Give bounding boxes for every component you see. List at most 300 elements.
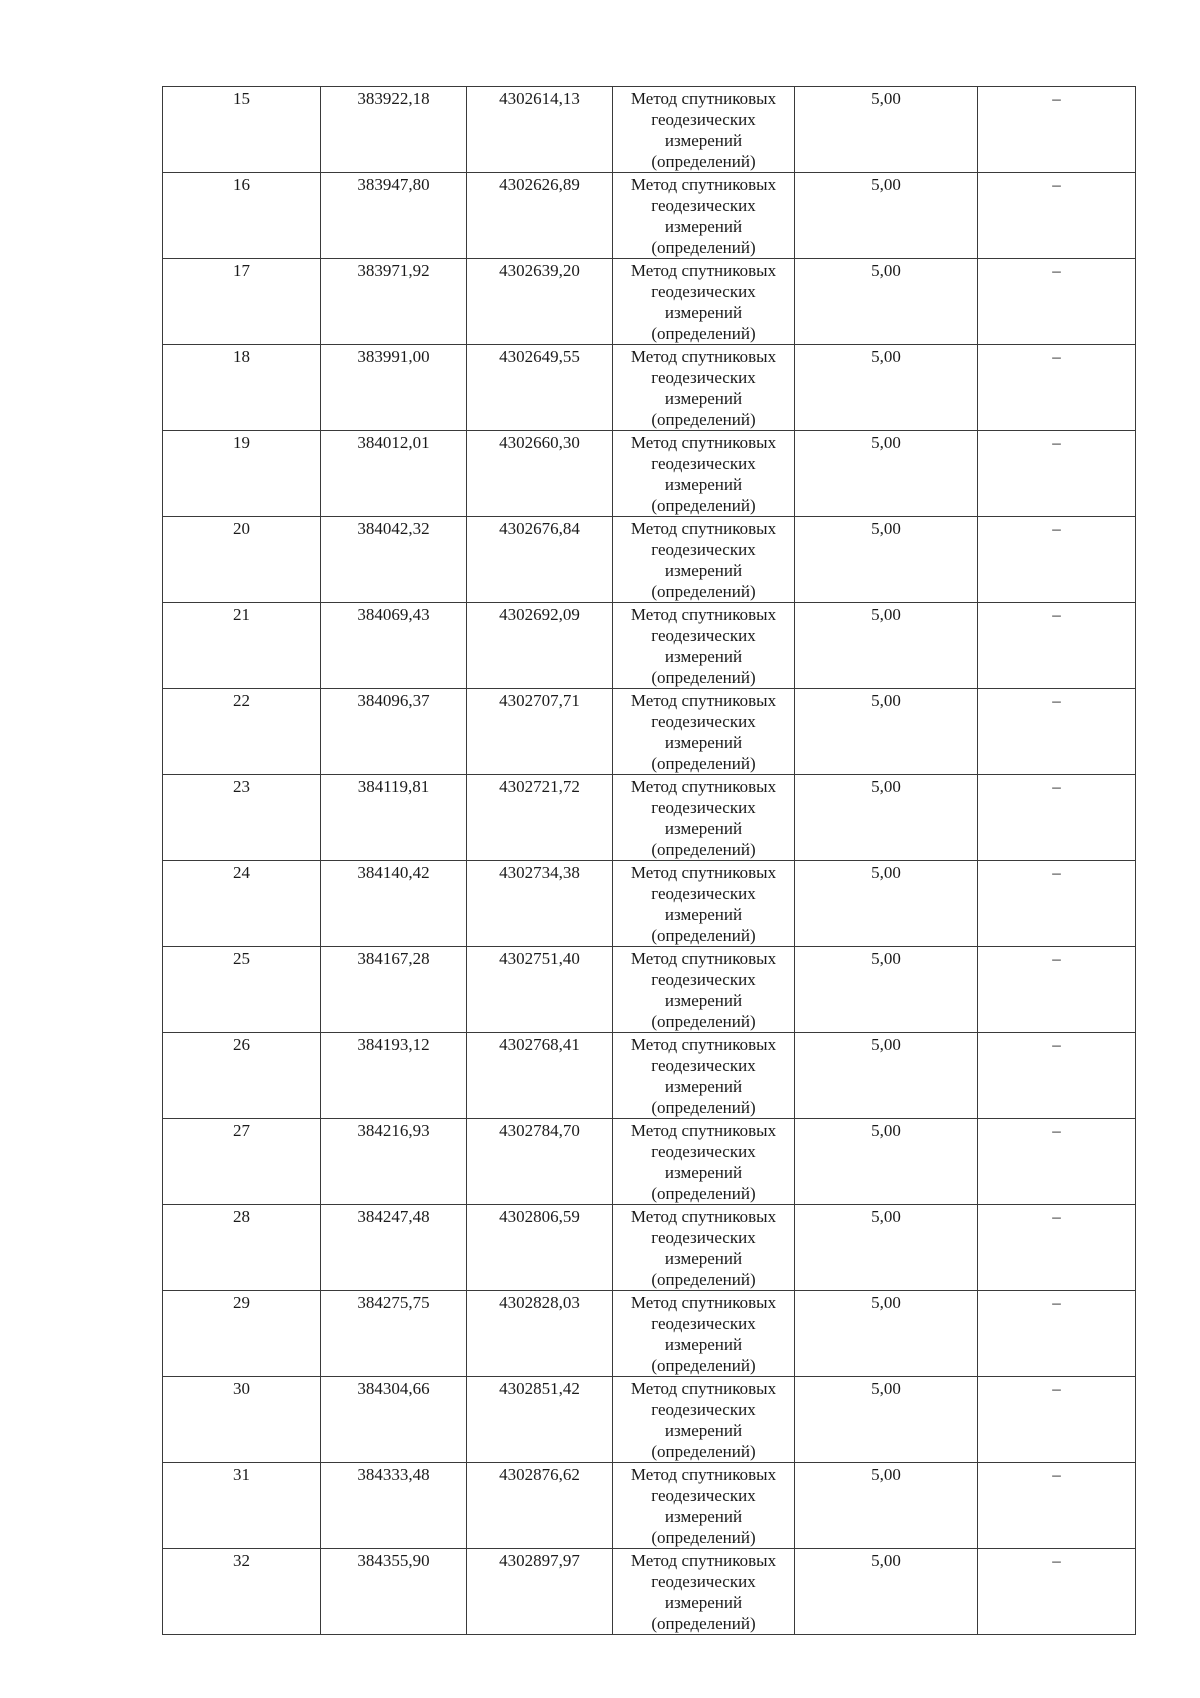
accuracy-cell-text: 5,00 xyxy=(871,347,901,366)
point-number-cell xyxy=(163,1291,321,1377)
method-text-line: геодезических xyxy=(651,1400,756,1419)
method-text-line: Метод спутниковых xyxy=(630,1207,777,1226)
y-coordinate-cell xyxy=(467,947,613,1033)
method-text xyxy=(613,517,794,602)
method-text-line: измерений xyxy=(664,561,743,580)
accuracy-cell xyxy=(795,775,978,861)
accuracy-cell-text: 5,00 xyxy=(871,1035,901,1054)
y-coordinate-cell xyxy=(467,173,613,259)
accuracy-cell xyxy=(795,603,978,689)
method-text-line: измерений xyxy=(664,1163,743,1182)
y-coordinate-cell xyxy=(467,861,613,947)
method-text-line: (определений) xyxy=(651,152,756,171)
x-coordinate-cell-text: 384216,93 xyxy=(357,1121,430,1140)
method-text-line: Метод спутниковых xyxy=(630,1293,777,1312)
y-coordinate-cell-text: 4302784,70 xyxy=(499,1121,580,1140)
y-coordinate-cell-text: 4302626,89 xyxy=(499,175,580,194)
method-text-line: Метод спутниковых xyxy=(630,691,777,710)
point-number-cell-text: 29 xyxy=(233,1293,250,1312)
y-coordinate-cell-text: 4302734,38 xyxy=(499,863,580,882)
accuracy-cell-text: 5,00 xyxy=(871,1379,901,1398)
x-coordinate-cell-text: 383991,00 xyxy=(357,347,430,366)
y-coordinate-cell xyxy=(467,689,613,775)
method-text-line: Метод спутниковых xyxy=(630,863,777,882)
method-text xyxy=(613,1377,794,1462)
method-text-line: измерений xyxy=(664,647,743,666)
method-text xyxy=(613,259,794,344)
accuracy-cell xyxy=(795,1463,978,1549)
x-coordinate-cell xyxy=(321,603,467,689)
method-text-line: геодезических xyxy=(651,798,756,817)
note-cell xyxy=(978,1463,1136,1549)
method-text-line: геодезических xyxy=(651,454,756,473)
point-number-cell-text: 27 xyxy=(233,1121,250,1140)
accuracy-cell-text: 5,00 xyxy=(871,433,901,452)
point-number-cell-text: 22 xyxy=(233,691,250,710)
y-coordinate-cell xyxy=(467,517,613,603)
note-cell xyxy=(978,259,1136,345)
x-coordinate-cell-text: 384096,37 xyxy=(357,691,430,710)
note-cell-text: – xyxy=(1052,1035,1061,1054)
method-cell xyxy=(613,947,795,1033)
point-number-cell-text: 32 xyxy=(233,1551,250,1570)
method-text-line: Метод спутниковых xyxy=(630,261,777,280)
x-coordinate-cell xyxy=(321,1205,467,1291)
accuracy-cell-text: 5,00 xyxy=(871,89,901,108)
y-coordinate-cell xyxy=(467,87,613,173)
point-number-cell xyxy=(163,689,321,775)
method-text xyxy=(613,173,794,258)
note-cell xyxy=(978,775,1136,861)
note-cell xyxy=(978,517,1136,603)
x-coordinate-cell xyxy=(321,1377,467,1463)
method-text xyxy=(613,1033,794,1118)
note-cell-text: – xyxy=(1052,1551,1061,1570)
note-cell xyxy=(978,173,1136,259)
point-number-cell xyxy=(163,1549,321,1635)
table-row xyxy=(163,1291,1136,1377)
method-text xyxy=(613,431,794,516)
y-coordinate-cell xyxy=(467,345,613,431)
accuracy-cell-text: 5,00 xyxy=(871,949,901,968)
table-row xyxy=(163,775,1136,861)
x-coordinate-cell xyxy=(321,861,467,947)
method-text-line: (определений) xyxy=(651,410,756,429)
note-cell xyxy=(978,87,1136,173)
method-text xyxy=(613,345,794,430)
method-cell xyxy=(613,345,795,431)
accuracy-cell-text: 5,00 xyxy=(871,605,901,624)
point-number-cell-text: 19 xyxy=(233,433,250,452)
accuracy-cell-text: 5,00 xyxy=(871,863,901,882)
note-cell-text: – xyxy=(1052,347,1061,366)
x-coordinate-cell xyxy=(321,345,467,431)
y-coordinate-cell-text: 4302676,84 xyxy=(499,519,580,538)
method-text-line: Метод спутниковых xyxy=(630,1551,777,1570)
y-coordinate-cell-text: 4302721,72 xyxy=(499,777,580,796)
x-coordinate-cell xyxy=(321,1463,467,1549)
table-row xyxy=(163,1119,1136,1205)
method-text-line: измерений xyxy=(664,1335,743,1354)
x-coordinate-cell xyxy=(321,947,467,1033)
method-cell xyxy=(613,259,795,345)
y-coordinate-cell xyxy=(467,1463,613,1549)
accuracy-cell-text: 5,00 xyxy=(871,519,901,538)
method-text-line: измерений xyxy=(664,389,743,408)
point-number-cell xyxy=(163,603,321,689)
note-cell xyxy=(978,1205,1136,1291)
x-coordinate-cell-text: 383922,18 xyxy=(357,89,430,108)
x-coordinate-cell xyxy=(321,1119,467,1205)
method-text-line: измерений xyxy=(664,1421,743,1440)
method-text xyxy=(613,87,794,172)
method-cell xyxy=(613,689,795,775)
method-text-line: Метод спутниковых xyxy=(630,605,777,624)
y-coordinate-cell-text: 4302692,09 xyxy=(499,605,580,624)
note-cell-text: – xyxy=(1052,89,1061,108)
method-cell xyxy=(613,431,795,517)
point-number-cell xyxy=(163,259,321,345)
accuracy-cell xyxy=(795,1205,978,1291)
method-text-line: измерений xyxy=(664,303,743,322)
point-number-cell xyxy=(163,1205,321,1291)
point-number-cell xyxy=(163,1463,321,1549)
point-number-cell xyxy=(163,517,321,603)
note-cell xyxy=(978,861,1136,947)
method-text-line: (определений) xyxy=(651,1012,756,1031)
note-cell-text: – xyxy=(1052,1293,1061,1312)
table-row xyxy=(163,517,1136,603)
table-row xyxy=(163,345,1136,431)
y-coordinate-cell xyxy=(467,1205,613,1291)
point-number-cell-text: 26 xyxy=(233,1035,250,1054)
table-row xyxy=(163,87,1136,173)
accuracy-cell xyxy=(795,1033,978,1119)
point-number-cell-text: 21 xyxy=(233,605,250,624)
y-coordinate-cell-text: 4302649,55 xyxy=(499,347,580,366)
accuracy-cell-text: 5,00 xyxy=(871,175,901,194)
x-coordinate-cell-text: 383947,80 xyxy=(357,175,430,194)
x-coordinate-cell-text: 384247,48 xyxy=(357,1207,430,1226)
note-cell xyxy=(978,1549,1136,1635)
note-cell-text: – xyxy=(1052,863,1061,882)
method-text-line: (определений) xyxy=(651,840,756,859)
note-cell-text: – xyxy=(1052,175,1061,194)
accuracy-cell xyxy=(795,947,978,1033)
accuracy-cell xyxy=(795,431,978,517)
method-cell xyxy=(613,775,795,861)
x-coordinate-cell-text: 384304,66 xyxy=(357,1379,430,1398)
accuracy-cell-text: 5,00 xyxy=(871,777,901,796)
method-text-line: Метод спутниковых xyxy=(630,347,777,366)
x-coordinate-cell-text: 384193,12 xyxy=(357,1035,430,1054)
accuracy-cell xyxy=(795,1549,978,1635)
x-coordinate-cell-text: 384140,42 xyxy=(357,863,430,882)
point-number-cell xyxy=(163,861,321,947)
accuracy-cell-text: 5,00 xyxy=(871,261,901,280)
method-text-line: (определений) xyxy=(651,926,756,945)
x-coordinate-cell-text: 384069,43 xyxy=(357,605,430,624)
point-number-cell xyxy=(163,173,321,259)
method-text-line: измерений xyxy=(664,131,743,150)
method-text-line: геодезических xyxy=(651,970,756,989)
x-coordinate-cell-text: 384167,28 xyxy=(357,949,430,968)
method-cell xyxy=(613,1033,795,1119)
table-row xyxy=(163,1205,1136,1291)
method-text-line: (определений) xyxy=(651,324,756,343)
method-text-line: (определений) xyxy=(651,582,756,601)
point-number-cell xyxy=(163,87,321,173)
x-coordinate-cell-text: 384355,90 xyxy=(357,1551,430,1570)
y-coordinate-cell-text: 4302851,42 xyxy=(499,1379,580,1398)
method-text-line: измерений xyxy=(664,475,743,494)
y-coordinate-cell xyxy=(467,259,613,345)
note-cell xyxy=(978,345,1136,431)
point-number-cell-text: 16 xyxy=(233,175,250,194)
accuracy-cell xyxy=(795,1377,978,1463)
method-cell xyxy=(613,861,795,947)
method-text-line: измерений xyxy=(664,1077,743,1096)
point-number-cell xyxy=(163,345,321,431)
point-number-cell xyxy=(163,947,321,1033)
y-coordinate-cell-text: 4302751,40 xyxy=(499,949,580,968)
x-coordinate-cell xyxy=(321,1291,467,1377)
y-coordinate-cell-text: 4302806,59 xyxy=(499,1207,580,1226)
method-text-line: измерений xyxy=(664,1249,743,1268)
note-cell-text: – xyxy=(1052,691,1061,710)
note-cell xyxy=(978,947,1136,1033)
method-text-line: Метод спутниковых xyxy=(630,175,777,194)
method-text xyxy=(613,1205,794,1290)
method-text-line: (определений) xyxy=(651,1184,756,1203)
method-text-line: геодезических xyxy=(651,540,756,559)
note-cell-text: – xyxy=(1052,1379,1061,1398)
table-row xyxy=(163,173,1136,259)
y-coordinate-cell-text: 4302828,03 xyxy=(499,1293,580,1312)
point-number-cell xyxy=(163,1119,321,1205)
method-text xyxy=(613,689,794,774)
accuracy-cell-text: 5,00 xyxy=(871,691,901,710)
point-number-cell-text: 24 xyxy=(233,863,250,882)
method-cell xyxy=(613,87,795,173)
x-coordinate-cell xyxy=(321,1033,467,1119)
method-text-line: Метод спутниковых xyxy=(630,89,777,108)
method-text-line: измерений xyxy=(664,1507,743,1526)
table-row xyxy=(163,689,1136,775)
point-number-cell-text: 28 xyxy=(233,1207,250,1226)
accuracy-cell-text: 5,00 xyxy=(871,1207,901,1226)
x-coordinate-cell-text: 384333,48 xyxy=(357,1465,430,1484)
method-text-line: геодезических xyxy=(651,626,756,645)
note-cell-text: – xyxy=(1052,1121,1061,1140)
table-row xyxy=(163,431,1136,517)
y-coordinate-cell xyxy=(467,603,613,689)
y-coordinate-cell-text: 4302707,71 xyxy=(499,691,580,710)
table-row xyxy=(163,947,1136,1033)
table-row xyxy=(163,1033,1136,1119)
method-text-line: геодезических xyxy=(651,1486,756,1505)
x-coordinate-cell-text: 383971,92 xyxy=(357,261,430,280)
note-cell-text: – xyxy=(1052,519,1061,538)
method-text-line: Метод спутниковых xyxy=(630,949,777,968)
method-text-line: (определений) xyxy=(651,1098,756,1117)
note-cell xyxy=(978,431,1136,517)
coordinates-table xyxy=(162,86,1136,1635)
y-coordinate-cell-text: 4302768,41 xyxy=(499,1035,580,1054)
method-text xyxy=(613,947,794,1032)
x-coordinate-cell-text: 384119,81 xyxy=(357,777,430,796)
y-coordinate-cell-text: 4302639,20 xyxy=(499,261,580,280)
method-text-line: (определений) xyxy=(651,1614,756,1633)
method-text-line: Метод спутниковых xyxy=(630,1035,777,1054)
note-cell xyxy=(978,1377,1136,1463)
method-text-line: геодезических xyxy=(651,196,756,215)
point-number-cell-text: 23 xyxy=(233,777,250,796)
y-coordinate-cell-text: 4302897,97 xyxy=(499,1551,580,1570)
method-text-line: геодезических xyxy=(651,368,756,387)
method-text-line: Метод спутниковых xyxy=(630,777,777,796)
y-coordinate-cell xyxy=(467,1291,613,1377)
method-text-line: Метод спутниковых xyxy=(630,433,777,452)
point-number-cell-text: 15 xyxy=(233,89,250,108)
accuracy-cell xyxy=(795,345,978,431)
table-row xyxy=(163,603,1136,689)
table-row xyxy=(163,1377,1136,1463)
method-text-line: измерений xyxy=(664,733,743,752)
method-text xyxy=(613,603,794,688)
accuracy-cell xyxy=(795,1291,978,1377)
point-number-cell xyxy=(163,1033,321,1119)
method-text-line: геодезических xyxy=(651,1572,756,1591)
method-cell xyxy=(613,603,795,689)
note-cell xyxy=(978,1119,1136,1205)
y-coordinate-cell xyxy=(467,775,613,861)
method-text-line: (определений) xyxy=(651,1442,756,1461)
method-cell xyxy=(613,1119,795,1205)
method-text xyxy=(613,1119,794,1204)
method-text-line: (определений) xyxy=(651,238,756,257)
method-text-line: (определений) xyxy=(651,496,756,515)
x-coordinate-cell-text: 384275,75 xyxy=(357,1293,430,1312)
point-number-cell xyxy=(163,431,321,517)
method-text-line: Метод спутниковых xyxy=(630,1121,777,1140)
method-text-line: геодезических xyxy=(651,884,756,903)
method-text-line: геодезических xyxy=(651,1228,756,1247)
note-cell-text: – xyxy=(1052,949,1061,968)
method-text xyxy=(613,1549,794,1634)
method-text-line: (определений) xyxy=(651,1356,756,1375)
table-row xyxy=(163,1549,1136,1635)
method-text-line: геодезических xyxy=(651,110,756,129)
method-text-line: Метод спутниковых xyxy=(630,1465,777,1484)
method-text-line: Метод спутниковых xyxy=(630,519,777,538)
method-text xyxy=(613,1291,794,1376)
note-cell xyxy=(978,1033,1136,1119)
x-coordinate-cell xyxy=(321,173,467,259)
point-number-cell-text: 25 xyxy=(233,949,250,968)
point-number-cell-text: 31 xyxy=(233,1465,250,1484)
table-row xyxy=(163,861,1136,947)
point-number-cell xyxy=(163,775,321,861)
point-number-cell xyxy=(163,1377,321,1463)
method-text-line: Метод спутниковых xyxy=(630,1379,777,1398)
method-text-line: геодезических xyxy=(651,1056,756,1075)
note-cell xyxy=(978,603,1136,689)
point-number-cell-text: 18 xyxy=(233,347,250,366)
accuracy-cell-text: 5,00 xyxy=(871,1293,901,1312)
accuracy-cell-text: 5,00 xyxy=(871,1121,901,1140)
note-cell-text: – xyxy=(1052,605,1061,624)
accuracy-cell xyxy=(795,861,978,947)
accuracy-cell xyxy=(795,517,978,603)
method-cell xyxy=(613,517,795,603)
y-coordinate-cell-text: 4302876,62 xyxy=(499,1465,580,1484)
method-text-line: измерений xyxy=(664,991,743,1010)
accuracy-cell-text: 5,00 xyxy=(871,1551,901,1570)
coordinates-table-body xyxy=(163,87,1136,1635)
x-coordinate-cell-text: 384012,01 xyxy=(357,433,430,452)
accuracy-cell xyxy=(795,87,978,173)
point-number-cell-text: 30 xyxy=(233,1379,250,1398)
note-cell xyxy=(978,1291,1136,1377)
method-text-line: (определений) xyxy=(651,668,756,687)
y-coordinate-cell xyxy=(467,1119,613,1205)
method-cell xyxy=(613,1205,795,1291)
x-coordinate-cell-text: 384042,32 xyxy=(357,519,430,538)
method-cell xyxy=(613,173,795,259)
method-text-line: геодезических xyxy=(651,282,756,301)
method-text-line: геодезических xyxy=(651,1142,756,1161)
accuracy-cell xyxy=(795,1119,978,1205)
x-coordinate-cell xyxy=(321,431,467,517)
method-text-line: (определений) xyxy=(651,754,756,773)
note-cell-text: – xyxy=(1052,1207,1061,1226)
y-coordinate-cell xyxy=(467,1377,613,1463)
note-cell-text: – xyxy=(1052,777,1061,796)
table-row xyxy=(163,259,1136,345)
note-cell-text: – xyxy=(1052,1465,1061,1484)
method-text-line: геодезических xyxy=(651,712,756,731)
x-coordinate-cell xyxy=(321,259,467,345)
x-coordinate-cell xyxy=(321,689,467,775)
method-text xyxy=(613,775,794,860)
method-text xyxy=(613,1463,794,1548)
note-cell-text: – xyxy=(1052,261,1061,280)
method-text-line: измерений xyxy=(664,217,743,236)
x-coordinate-cell xyxy=(321,1549,467,1635)
method-text-line: (определений) xyxy=(651,1270,756,1289)
method-text-line: (определений) xyxy=(651,1528,756,1547)
table-row xyxy=(163,1463,1136,1549)
method-text-line: измерений xyxy=(664,905,743,924)
accuracy-cell-text: 5,00 xyxy=(871,1465,901,1484)
x-coordinate-cell xyxy=(321,775,467,861)
point-number-cell-text: 17 xyxy=(233,261,250,280)
y-coordinate-cell xyxy=(467,431,613,517)
note-cell-text: – xyxy=(1052,433,1061,452)
accuracy-cell xyxy=(795,259,978,345)
point-number-cell-text: 20 xyxy=(233,519,250,538)
accuracy-cell xyxy=(795,689,978,775)
method-cell xyxy=(613,1549,795,1635)
note-cell xyxy=(978,689,1136,775)
method-cell xyxy=(613,1377,795,1463)
x-coordinate-cell xyxy=(321,87,467,173)
y-coordinate-cell-text: 4302660,30 xyxy=(499,433,580,452)
x-coordinate-cell xyxy=(321,517,467,603)
y-coordinate-cell xyxy=(467,1549,613,1635)
y-coordinate-cell-text: 4302614,13 xyxy=(499,89,580,108)
